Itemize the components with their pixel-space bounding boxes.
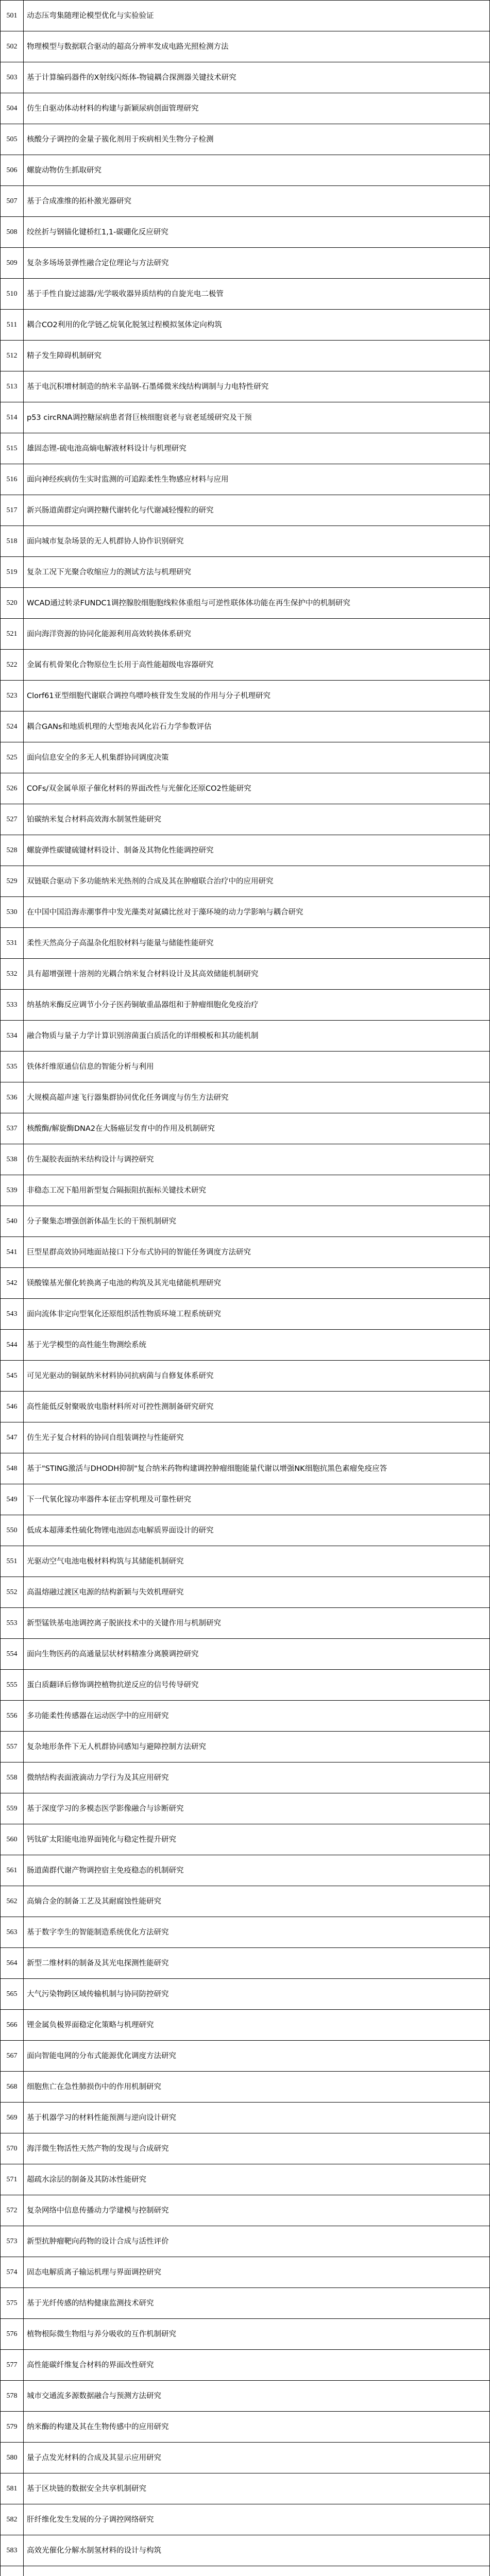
row-number: 511	[1, 310, 24, 340]
row-number: 549	[1, 1484, 24, 1515]
table-row	[1, 1237, 489, 1268]
table-row	[1, 650, 489, 681]
project-title: 新型锰铁基电池调控离子脱嵌技术中的关键作用与机制研究	[27, 1619, 221, 1628]
table-row	[1, 2566, 489, 2576]
table-row	[1, 1330, 489, 1361]
table-row	[1, 1577, 489, 1608]
table-row	[1, 2535, 489, 2566]
table-row	[1, 2288, 489, 2319]
project-title: 面向神经疾病仿生实时监测的可追踪柔性生物感应材料与应用	[27, 475, 229, 484]
table-row	[1, 124, 489, 155]
row-number: 578	[1, 2381, 24, 2411]
table-row	[1, 557, 489, 588]
row-number: 565	[1, 1979, 24, 2009]
table-row	[1, 959, 489, 990]
project-title: 非稳态工况下船用新型复合隔振阻抗振标关键技术研究	[27, 1186, 206, 1195]
project-title: 融合物质与量子力学计算识别溶菌蛋白质活化的详细模板和其功能机制	[27, 1031, 259, 1040]
table-row	[1, 1732, 489, 1762]
row-number: 546	[1, 1392, 24, 1422]
row-number: 532	[1, 959, 24, 989]
row-number: 568	[1, 2072, 24, 2102]
table-row	[1, 495, 489, 526]
project-title: 固态电解质离子输运机理与界面调控研究	[27, 2268, 161, 2277]
table-row	[1, 1979, 489, 2010]
table-row	[1, 2041, 489, 2072]
row-number: 541	[1, 1237, 24, 1267]
row-number: 574	[1, 2257, 24, 2287]
row-number: 542	[1, 1268, 24, 1298]
project-title: 基于机器学习的材料性能预测与逆向设计研究	[27, 2113, 176, 2122]
row-number: 523	[1, 681, 24, 711]
row-number: 550	[1, 1515, 24, 1546]
table-row	[1, 773, 489, 804]
project-title: Clorf61亚型细胞代谢联合调控鸟嘌呤核苷发生发展的作用与分子机理研究	[27, 691, 271, 700]
table-row	[1, 2257, 489, 2288]
project-title: 基于深度学习的多模态医学影像融合与诊断研究	[27, 1804, 184, 1813]
project-title: 高效光催化分解水制氢材料的设计与构筑	[27, 2546, 161, 2555]
table-row	[1, 1670, 489, 1701]
project-title: 面向智能电网的分布式能源优化调度方法研究	[27, 2052, 176, 2060]
project-title: 金属有机骨架化合物原位生长用于高性能超级电容器研究	[27, 660, 214, 669]
row-number: 540	[1, 1206, 24, 1236]
project-title: 城市交通流多源数据融合与预测方法研究	[27, 2392, 161, 2400]
row-number: 536	[1, 1082, 24, 1113]
project-title: p53 circRNA调控糖尿病患者肾巨核细胞衰老与衰老延缓研究及干预	[27, 413, 252, 422]
project-title: 物理模型与数据联合驱动的超高分辨率发成电路光照检测方法	[27, 42, 229, 51]
row-number: 547	[1, 1422, 24, 1453]
row-number: 505	[1, 124, 24, 155]
table-row	[1, 1917, 489, 1948]
row-number: 501	[1, 1, 24, 31]
project-title: 面向生物医药的高通量层状材料精准分离膜调控研究	[27, 1650, 199, 1658]
project-title: 基于光纤传感的结构健康监测技术研究	[27, 2299, 154, 2308]
row-number: 519	[1, 557, 24, 587]
table-row	[1, 310, 489, 341]
project-title: 大气污染物跨区域传输机制与协同防控研究	[27, 1990, 169, 1998]
table-row	[1, 1422, 489, 1453]
row-number: 573	[1, 2226, 24, 2257]
row-number: 521	[1, 619, 24, 649]
table-row	[1, 402, 489, 433]
row-number: 543	[1, 1299, 24, 1329]
row-number: 551	[1, 1546, 24, 1577]
row-number: 556	[1, 1701, 24, 1731]
table-row	[1, 62, 489, 93]
row-number: 531	[1, 928, 24, 958]
row-number: 580	[1, 2443, 24, 2473]
project-title: 新型抗肿瘤靶向药物的设计合成与活性评价	[27, 2237, 169, 2246]
project-title: WCAD通过转录FUNDC1调控腺胶细胞胞线粒体重组与可逆性联体体功能在再生保护中的机制研究	[27, 599, 350, 607]
project-title: 面向城市复杂场景的无人机群协人协作识别研究	[27, 537, 184, 546]
table-row	[1, 2443, 489, 2473]
project-title: 分子聚集态增强创新体晶生长的干预机制研究	[27, 1217, 176, 1226]
table-row	[1, 1608, 489, 1639]
row-number: 557	[1, 1732, 24, 1762]
table-row	[1, 1484, 489, 1515]
table-row	[1, 1453, 489, 1484]
project-title: 雄固态锂-硫电池高熵电解液材料设计与机理研究	[27, 444, 187, 453]
row-number: 512	[1, 341, 24, 371]
table-row	[1, 2350, 489, 2381]
table-row	[1, 1113, 489, 1144]
row-number: 509	[1, 248, 24, 278]
table-row	[1, 1515, 489, 1546]
row-number: 572	[1, 2195, 24, 2226]
table-row	[1, 433, 489, 464]
row-number: 508	[1, 217, 24, 247]
project-title: 大规模高超声速飞行器集群协同优化任务调度与仿生方法研究	[27, 1093, 229, 1102]
project-title: 细胞焦亡在急性肺损伤中的作用机制研究	[27, 2082, 161, 2091]
row-number: 582	[1, 2504, 24, 2535]
project-title: 镁酸镍基光催化转换离子电池的构筑及其光电储能机理研究	[27, 1279, 221, 1287]
project-title: 耦合CO2利用的化学链乙烷氧化脱氢过程模拟氢体定向构筑	[27, 320, 222, 329]
table-row	[1, 1021, 489, 1052]
project-title: 基于"STING激活与DHODH抑制"复合纳米药物构建调控肿瘤细胞能量代谢以增强NK细胞抗黑色素瘤免疫应答	[27, 1464, 387, 1473]
table-row	[1, 1392, 489, 1422]
row-number: 526	[1, 773, 24, 804]
row-number	[1, 2566, 24, 2576]
project-title: 基于计算编码器件的X射线闪烁体-物镜耦合探测器关键技术研究	[27, 73, 236, 82]
row-number: 506	[1, 155, 24, 185]
row-number: 555	[1, 1670, 24, 1700]
project-title: 面向流体非定向型氧化还原组织活性物质环境工程系统研究	[27, 1310, 221, 1318]
project-title: 双链联合驱动下多功能纳米光热剂的合成及其在肿瘤联合治疗中的应用研究	[27, 877, 274, 886]
project-title: 在中国中国沿海赤潮事件中发光藻类对氮磷比丝对于藻环境的动力学影响与耦合研究	[27, 908, 303, 917]
project-title: 仿生光子复合材料的协同自组装调控与性能研究	[27, 1433, 184, 1442]
table-row	[1, 371, 489, 402]
table-row	[1, 1299, 489, 1330]
table-row	[1, 1793, 489, 1824]
table-row	[1, 93, 489, 124]
row-number: 545	[1, 1361, 24, 1391]
project-title: 纳米酶的构建及其在生物传感中的应用研究	[27, 2422, 169, 2431]
row-number: 583	[1, 2535, 24, 2566]
project-title: 纳基纳米酶反应调节小分子医药铜敏重晶器组和于肿瘤细胞化免疫治疗	[27, 1001, 259, 1009]
table-row	[1, 1546, 489, 1577]
project-title: 基于光学模型的高性能生物测绘系统	[27, 1341, 146, 1349]
project-title: 蛋白质翻译后修饰调控植物抗逆反应的信号传导研究	[27, 1681, 199, 1689]
table-row	[1, 2133, 489, 2164]
project-title: 下一代氧化镓功率器件本征击穿机理及可靠性研究	[27, 1495, 191, 1504]
project-title: 铂碳纳米复合材料高效海水制氢性能研究	[27, 815, 161, 824]
row-number: 552	[1, 1577, 24, 1607]
table-row	[1, 1762, 489, 1793]
table-row	[1, 2319, 489, 2350]
row-number: 504	[1, 93, 24, 124]
row-number: 502	[1, 31, 24, 62]
project-title: 高温熔融过渡区电源的结构新颖与失效机理研究	[27, 1588, 184, 1597]
row-number: 535	[1, 1052, 24, 1082]
table-row	[1, 835, 489, 866]
table-row	[1, 155, 489, 186]
project-title: 高熵合金的制备工艺及其耐腐蚀性能研究	[27, 1897, 161, 1906]
row-number: 529	[1, 866, 24, 896]
row-number: 559	[1, 1793, 24, 1824]
table-row	[1, 2010, 489, 2041]
row-number: 538	[1, 1144, 24, 1175]
project-title: 钙钛矿太阳能电池界面钝化与稳定性提升研究	[27, 1835, 176, 1844]
table-row	[1, 681, 489, 711]
table-row	[1, 248, 489, 279]
row-number: 569	[1, 2103, 24, 2133]
row-number: 561	[1, 1855, 24, 1886]
table-row	[1, 1144, 489, 1175]
project-title: 巨型星群高效协同地面站接口下分布式协同的智能任务调度方法研究	[27, 1248, 251, 1257]
row-number: 520	[1, 588, 24, 618]
project-title: 耦合GANs和地质机理的大型地表风化岩石力学参数评估	[27, 722, 212, 731]
project-title: 面向信息安全的多无人机集群协同调度决策	[27, 753, 169, 762]
table-row	[1, 1948, 489, 1979]
row-number: 515	[1, 433, 24, 464]
row-number: 525	[1, 742, 24, 773]
table-row	[1, 990, 489, 1021]
project-title: 基于合成准维的拓朴激光器研究	[27, 197, 131, 206]
table-row	[1, 2381, 489, 2412]
row-number: 566	[1, 2010, 24, 2040]
project-title: 量子点发光材料的合成及其显示应用研究	[27, 2453, 161, 2462]
table-row	[1, 2072, 489, 2103]
project-title: 复杂地形条件下无人机群协同感知与避障控制方法研究	[27, 1742, 206, 1751]
project-title: 肠道菌群代谢产物调控宿主免疫稳态的机制研究	[27, 1866, 184, 1875]
table-row	[1, 2412, 489, 2443]
project-title: 多功能柔性传感器在运动医学中的应用研究	[27, 1711, 169, 1720]
project-title: 低成本超薄柔性硫化物锂电池固态电解质界面设计的研究	[27, 1526, 214, 1535]
table-row	[1, 1206, 489, 1237]
project-title: 柔性天然高分子高温杂化组胶材料与能量与储能性能研究	[27, 939, 214, 947]
table-row	[1, 526, 489, 557]
project-title: 海洋微生物活性天然产物的发现与合成研究	[27, 2144, 169, 2153]
row-number: 575	[1, 2288, 24, 2318]
row-number: 563	[1, 1917, 24, 1947]
table-row	[1, 866, 489, 897]
project-title: 高性能低反射聚吸放电脂材料所对可控性测制备研究研究	[27, 1402, 214, 1411]
table-row	[1, 2504, 489, 2535]
table-row	[1, 217, 489, 248]
table-row	[1, 464, 489, 495]
table-row	[1, 742, 489, 773]
project-title: 复杂工况下光聚合收缩应力的测试方法与机理研究	[27, 568, 191, 577]
project-title: 新型二维材料的制备及其光电探测性能研究	[27, 1959, 169, 1968]
table-row	[1, 2226, 489, 2257]
row-number: 513	[1, 371, 24, 402]
row-number: 537	[1, 1113, 24, 1144]
project-title	[24, 2566, 489, 2576]
project-title: 仿生自驱动体动材料的构建与新颖尿病创面管理研究	[27, 104, 199, 113]
project-title: 高性能碳纤维复合材料的界面改性研究	[27, 2361, 154, 2369]
row-number: 539	[1, 1175, 24, 1206]
project-title: 植物根际微生物组与养分吸收的互作机制研究	[27, 2330, 176, 2338]
table-row	[1, 1824, 489, 1855]
project-title: 核酸分子调控的金量子簇化剂用于疾病相关生物分子检测	[27, 135, 214, 144]
row-number: 530	[1, 897, 24, 927]
project-title: 基于数字孪生的智能制造系统优化方法研究	[27, 1928, 169, 1937]
table-row	[1, 588, 489, 619]
table-row	[1, 1052, 489, 1082]
project-title: 绞丝折与钢锚化键桥红1,1-碳硼化反应研究	[27, 228, 168, 236]
project-title: 基于电沉积增材制造的纳米辛晶钢-石墨烯微米线结构调制与力电特性研究	[27, 382, 269, 391]
row-number: 560	[1, 1824, 24, 1855]
project-title: 螺旋弹性碳键硫键材料设计、制备及其物化性能调控研究	[27, 846, 214, 855]
table-row	[1, 1886, 489, 1917]
project-title: 基于手性自旋过滤器/光学吸收器异质结构的自旋光电二极管	[27, 290, 224, 298]
row-number: 553	[1, 1608, 24, 1638]
project-title: 基于区块链的数据安全共享机制研究	[27, 2484, 146, 2493]
row-number: 581	[1, 2473, 24, 2504]
project-title: 超疏水涂层的制备及其防冰性能研究	[27, 2175, 146, 2184]
project-title: 肝纤维化发生发展的分子调控网络研究	[27, 2515, 154, 2524]
table-row	[1, 1268, 489, 1299]
project-title: COFs/双金属单原子催化材料的界面改性与光催化还原CO2性能研究	[27, 784, 251, 793]
table-row	[1, 2473, 489, 2504]
project-title: 可见光驱动的铜氨纳米材料协同抗病菌与自修复体系研究	[27, 1371, 214, 1380]
row-number: 570	[1, 2133, 24, 2164]
row-number: 554	[1, 1639, 24, 1669]
table-row	[1, 2103, 489, 2133]
row-number: 507	[1, 186, 24, 216]
row-number: 522	[1, 650, 24, 680]
project-title: 光驱动空气电池电极材料构筑与其储能机制研究	[27, 1557, 184, 1566]
table-row	[1, 1361, 489, 1392]
table-row	[1, 1855, 489, 1886]
row-number: 577	[1, 2350, 24, 2380]
table-row	[1, 279, 489, 310]
table-row	[1, 619, 489, 650]
project-title: 动态压弯集随理论模型优化与实验验证	[27, 11, 154, 20]
project-title: 螺旋动物仿生抓取研究	[27, 166, 102, 175]
table-row	[1, 341, 489, 371]
row-number: 503	[1, 62, 24, 93]
row-number: 562	[1, 1886, 24, 1917]
table-row	[1, 804, 489, 835]
row-number: 514	[1, 402, 24, 433]
table-row	[1, 711, 489, 742]
table-row	[1, 2164, 489, 2195]
project-title: 复杂多场场景弹性融合定位理论与方法研究	[27, 259, 169, 267]
row-number: 558	[1, 1762, 24, 1793]
table-row	[1, 1, 489, 31]
row-number: 528	[1, 835, 24, 866]
table-row	[1, 1082, 489, 1113]
project-title: 仿生凝胶表面纳米结构设计与调控研究	[27, 1155, 154, 1164]
row-number: 518	[1, 526, 24, 556]
project-title: 铁体纤维原通信信息的智能分析与利用	[27, 1062, 154, 1071]
row-number: 534	[1, 1021, 24, 1051]
row-number: 524	[1, 711, 24, 742]
row-number: 567	[1, 2041, 24, 2071]
row-number: 544	[1, 1330, 24, 1360]
project-title: 具有超增强锂十溶剂的光耦合纳米复合材料设计及其高效储能机制研究	[27, 970, 259, 978]
project-title: 微纳结构表面液滴动力学行为及其应用研究	[27, 1773, 169, 1782]
table-row	[1, 928, 489, 959]
row-number: 548	[1, 1453, 24, 1484]
table-row	[1, 186, 489, 217]
row-number: 576	[1, 2319, 24, 2349]
project-title: 新兴肠道菌群定向调控糖代谢转化与代谢减轻慢粒的研究	[27, 506, 214, 515]
row-number: 510	[1, 279, 24, 309]
row-number: 527	[1, 804, 24, 835]
row-number: 564	[1, 1948, 24, 1978]
table-row	[1, 31, 489, 62]
table-row	[1, 1175, 489, 1206]
project-title: 精子发生障碍机制研究	[27, 351, 102, 360]
row-number: 516	[1, 464, 24, 495]
project-title: 锂金属负极界面稳定化策略与机理研究	[27, 2021, 154, 2029]
table-row	[1, 897, 489, 928]
row-number: 517	[1, 495, 24, 526]
table-row	[1, 1701, 489, 1732]
project-title: 核酸酶/解旋酶DNA2在大肠癌层发育中的作用及机制研究	[27, 1124, 215, 1133]
table-row	[1, 1639, 489, 1670]
row-number: 533	[1, 990, 24, 1020]
row-number: 571	[1, 2164, 24, 2195]
project-title: 面向海洋资源的协同化能源利用高效转换体系研究	[27, 630, 191, 638]
project-title: 复杂网络中信息传播动力学建模与控制研究	[27, 2206, 169, 2215]
table-row	[1, 2195, 489, 2226]
row-number: 579	[1, 2412, 24, 2442]
